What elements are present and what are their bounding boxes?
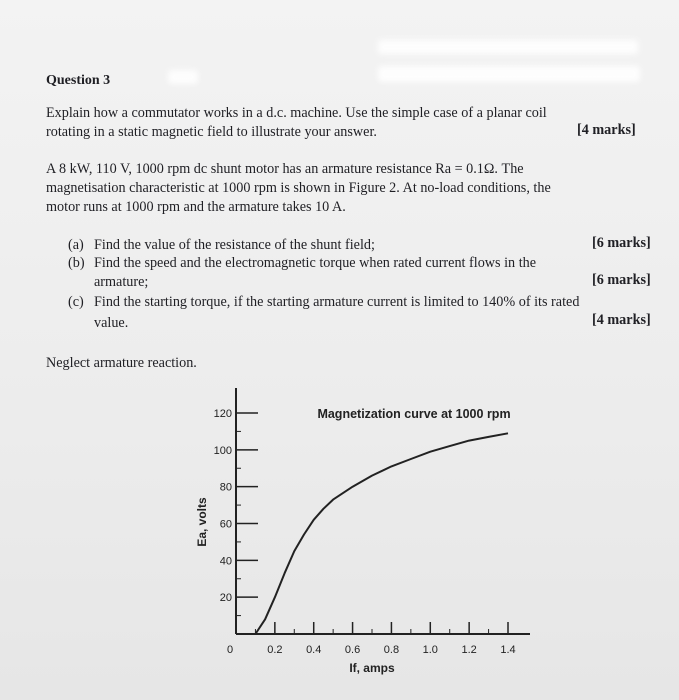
item-a-text: Find the value of the resistance of the shunt field; <box>94 237 375 253</box>
note-text: Neglect armature reaction. <box>46 355 197 371</box>
part2-line3: motor runs at 1000 rpm and the armature takes 10 A. <box>46 199 346 215</box>
item-b-text: Find the speed and the electromagnetic torque when rated current flows in the <box>94 255 537 271</box>
y-tick-label: 20 <box>219 592 232 605</box>
y-tick-label: 120 <box>213 408 232 420</box>
y-tick-label: 60 <box>219 518 232 531</box>
part1-line1: Explain how a commutator works in a d.c. machine. Use the simple case of a planar coil <box>46 105 547 121</box>
y-axis-label: Ea, volts <box>195 497 209 547</box>
item-b-marks: [6 marks] <box>592 272 651 288</box>
x-tick-label: 1.0 <box>422 644 438 656</box>
part2-line1: A 8 kW, 110 V, 1000 rpm dc shunt motor has an armature resistance Ra = 0.1Ω. The <box>46 161 524 177</box>
item-c-marks: [4 marks] <box>592 312 651 328</box>
x-tick-label: 0 <box>226 644 234 656</box>
x-axis-label: If, amps <box>349 661 395 675</box>
item-b-label: (b) <box>68 255 85 271</box>
part2-line2: magnetisation characteristic at 1000 rpm is shown in Figure 2. At no-load conditions, the <box>46 180 551 196</box>
item-c-text: Find the starting torque, if the starting armature current is limited to 140% of its rated <box>94 294 580 310</box>
series-line-magnetization <box>255 433 508 634</box>
item-c-text2: value. <box>94 315 129 331</box>
part1-marks: [4 marks] <box>577 122 636 138</box>
x-tick-label: 1.4 <box>500 644 516 656</box>
chart-title: Magnetization curve at 1000 rpm <box>317 407 511 421</box>
y-tick-label: 40 <box>219 555 232 568</box>
x-tick-label: 0.6 <box>344 644 361 656</box>
y-tick-label: 80 <box>219 481 232 494</box>
part1-line2: rotating in a static magnetic field to illustrate your answer. <box>46 124 377 140</box>
x-tick-label: 0.8 <box>383 644 400 656</box>
question-heading: Question 3 <box>46 73 111 88</box>
item-a-marks: [6 marks] <box>592 235 651 251</box>
y-tick-label: 100 <box>213 444 232 457</box>
item-a-label: (a) <box>68 237 84 253</box>
item-c-label: (c) <box>68 294 84 310</box>
item-b-text2: armature; <box>94 274 149 290</box>
x-tick-label: 1.2 <box>461 644 477 656</box>
x-tick-label: 0.4 <box>306 644 322 656</box>
x-tick-label: 0.2 <box>267 644 283 656</box>
